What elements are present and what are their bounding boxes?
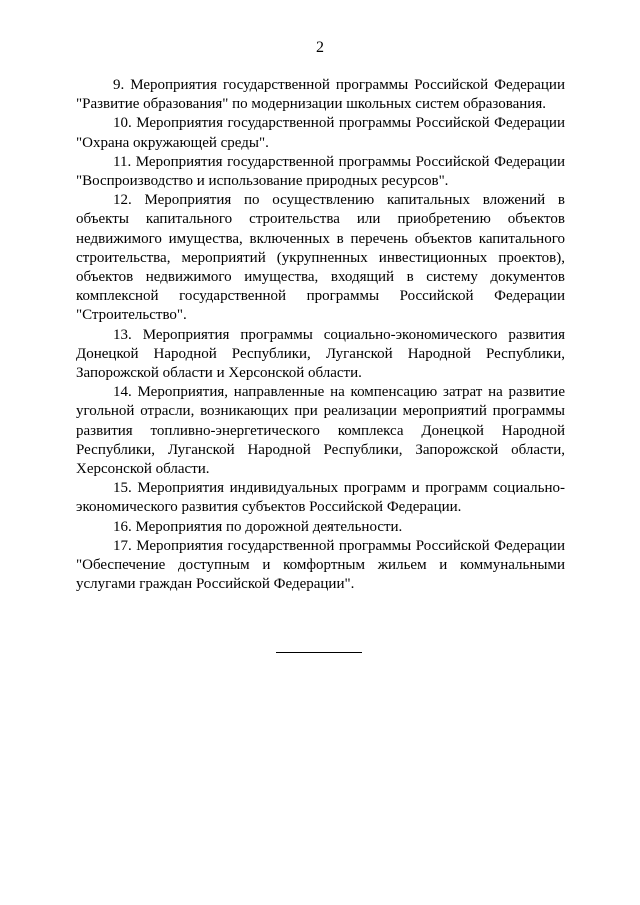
list-item-10: 10. Мероприятия государственной программы Российской Федерации "Охрана окружающей среды". bbox=[76, 115, 565, 151]
end-divider-line bbox=[276, 652, 362, 653]
document-body bbox=[76, 76, 565, 594]
page-number: 2 bbox=[316, 39, 324, 56]
list-item-9: 9. Мероприятия государственной программы Российской Федерации "Развитие образования" по модернизации школьных систем образования. bbox=[76, 77, 565, 113]
list-item-15: 15. Мероприятия индивидуальных программ и программ социально-экономического развития субъектов Российской Федерации. bbox=[76, 480, 565, 516]
list-item-12: 12. Мероприятия по осуществлению капитальных вложений в объекты капитального строительства или приобретению объектов недвижимого имущества, включенных в перечень объектов капитального строительства, мероприятий (укрупненных инвестиционных проектов), объектов недвижимого имущества, входящий в систему документов комплексной государственной программы Российской Федерации "Строительство". bbox=[76, 192, 565, 324]
list-item-17: 17. Мероприятия государственной программы Российской Федерации "Обеспечение доступным и комфортным жильем и коммунальными услугами граждан Российской Федерации". bbox=[76, 537, 565, 593]
list-item-16: 16. Мероприятия по дорожной деятельности. bbox=[113, 518, 403, 535]
list-item-11: 11. Мероприятия государственной программы Российской Федерации "Воспроизводство и использование природных ресурсов". bbox=[76, 153, 565, 190]
list-item-14: 14. Мероприятия, направленные на компенсацию затрат на развитие угольной отрасли, возникающих при реализации мероприятий программы развития топливно-энергетического комплекса Донецкой Народной Республики, Луганской Народной Республики, Запорожской области, Херсонской области. bbox=[76, 384, 565, 478]
list-item-13: 13. Мероприятия программы социально-экономического развития Донецкой Народной Республики, Луганской Народной Республики, Запорожской области и Херсонской области. bbox=[76, 326, 565, 382]
